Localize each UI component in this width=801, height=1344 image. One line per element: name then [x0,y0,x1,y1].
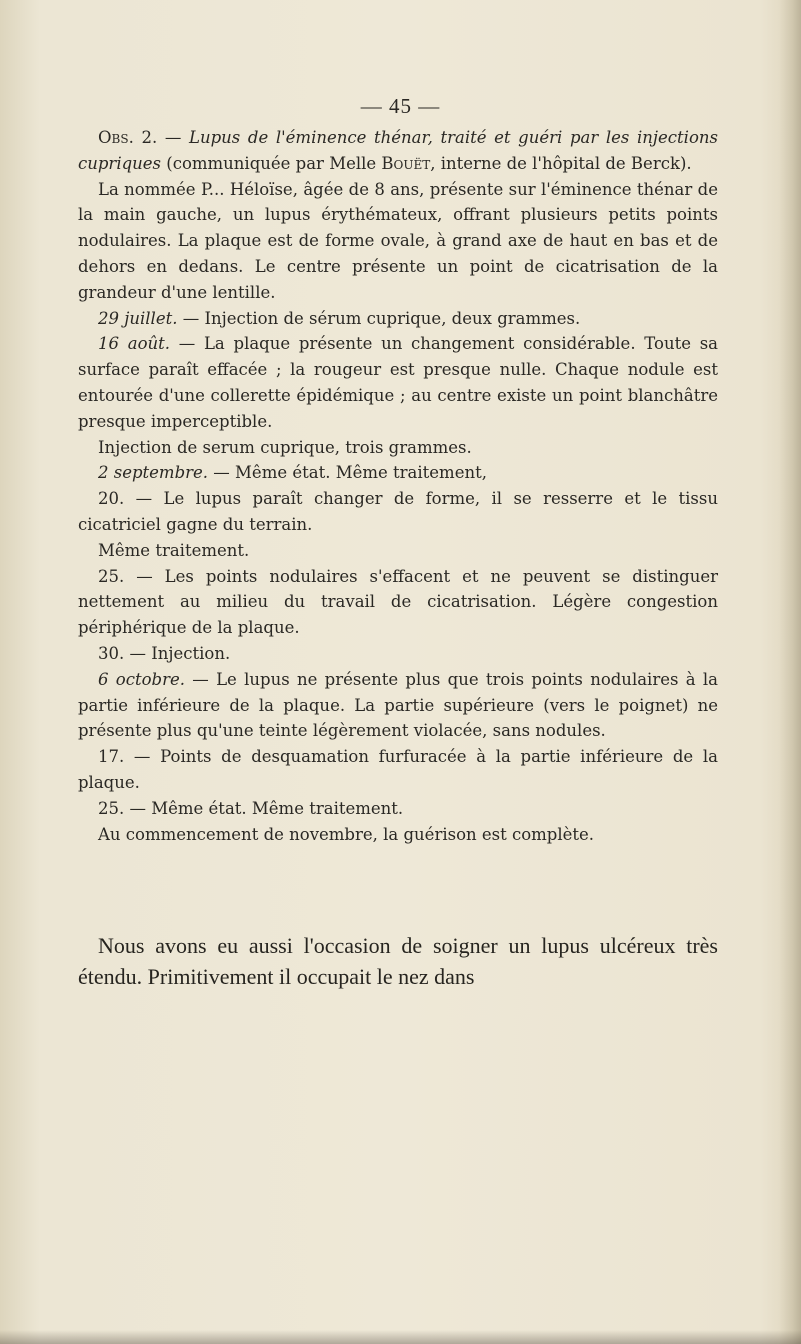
observation-author: Bouët [381,153,431,173]
observation-label: Obs. 2. [98,128,158,147]
paragraph: 30. — Injection. [98,643,231,663]
page-bottom-shadow [0,1330,801,1344]
entry-date: 29 juillet. [98,308,178,328]
entry-date: 16 août. [98,334,171,354]
paragraph: 25. — Même état. Même traitement. [98,798,404,818]
observation-title-dash: — [157,128,189,147]
paragraph: 20. — Le lupus paraît changer de forme, il se resserre et le tissu cicatriciel gagne du terrain. [78,489,718,534]
paragraph: Même traitement. [98,540,250,560]
closing-text: Nous avons eu aussi l'occasion de soigner un lupus ulcéreux très étendu. Primitivement il occupait le nez dans [78,933,718,989]
paragraph: 6 octobre. — Le lupus ne présente plus que trois points nodulaires à la partie inférieure de la plaque. La partie supérieure (vers le poignet) ne présente plus qu'une teinte légèrement violacée, sans nodules. [78,669,718,741]
paragraph: 25. — Les points nodulaires s'effacent et ne peuvent se distinguer nettement au milieu du travail de cicatrisation. Légère congestion périphérique de la plaque. [78,566,718,638]
observation-heading [78,125,718,177]
paragraph: 2 septembre. — Même état. Même traitement, [98,463,487,483]
paragraph: La nommée P... Héloïse, âgée de 8 ans, présente sur l'éminence thénar de la main gauche, un lupus érythémateux, offrant plusieurs petits points nodulaires. La plaque est de forme ovale, à grand axe de haut en bas et de dehors en dedans. Le centre présente un point de cicatrisation de la grandeur d'une lentille. [78,179,718,302]
page-number: — 45 — [360,94,441,118]
entry-date: 2 septembre. [98,463,209,483]
paragraph: Injection de serum cuprique, trois grammes. [98,437,472,457]
closing-paragraph [78,930,718,992]
entry-date: 6 octobre. [98,669,185,689]
paragraph: 17. — Points de desquamation furfuracée à la partie inférieure de la plaque. [78,747,718,792]
paragraph: 16 août. — La plaque présente un changement considérable. Toute sa surface paraît effacée ; la rougeur est presque nulle. Chaque nodule est entourée d'une collerette épidémique ; au centre existe un point blanchâtre presque imperceptible. [78,334,719,431]
page-binding-shadow [779,0,801,1344]
paragraph: Au commencement de novembre, la guérison est complète. [98,824,595,844]
observation-text [78,125,718,847]
observation-attribution-open: (communiquée par Melle [161,153,382,173]
observation-attribution-close: , interne de l'hôpital de Berck). [430,153,692,173]
paragraph: 29 juillet. — Injection de sérum cuprique, deux grammes. [98,308,581,328]
observation-title: Lupus de l'éminence thénar, traité et guéri par les injections cupriques [78,128,718,173]
